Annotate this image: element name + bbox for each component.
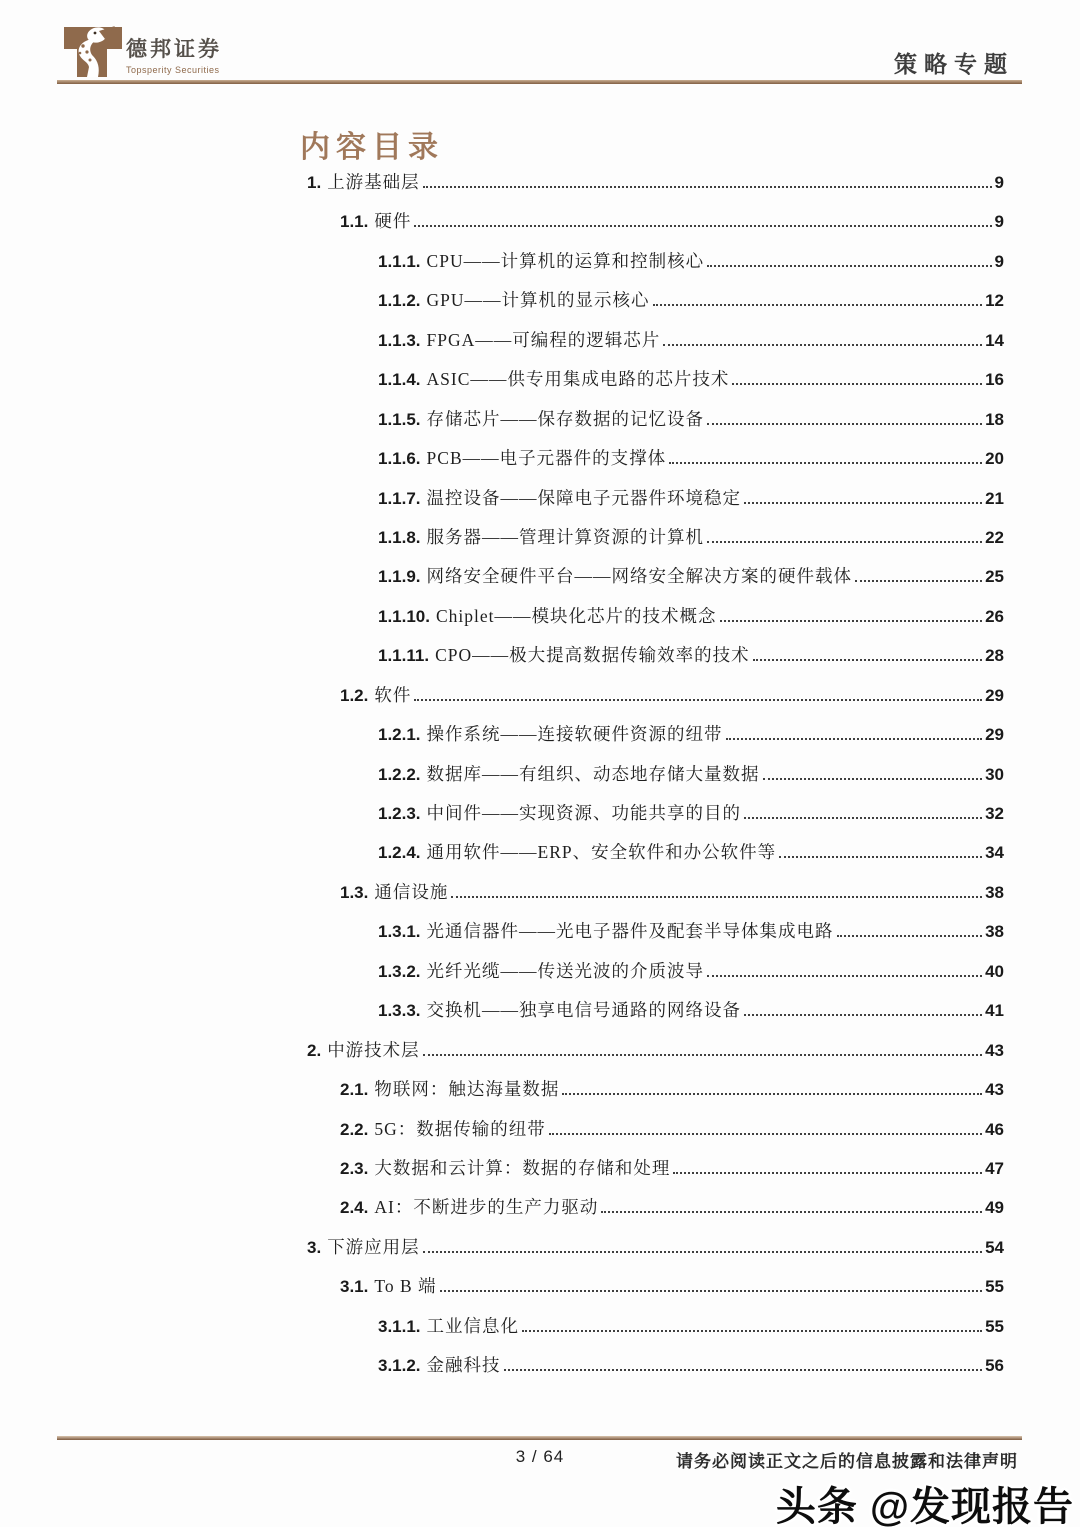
toc-entry-number: 2. bbox=[307, 1040, 322, 1060]
toc-entry-title: GPU——计算机的显示核心 bbox=[426, 290, 650, 311]
toc-leader-dots bbox=[440, 1277, 983, 1292]
toc-entry-page: 25 bbox=[985, 567, 1004, 587]
toc-entry-title: 操作系统——连接软硬件资源的纽带 bbox=[426, 724, 723, 745]
toc-entry-title: 存储芯片——保存数据的记忆设备 bbox=[426, 408, 705, 429]
toc-entry-number: 1.1.9. bbox=[378, 567, 421, 587]
brand-block bbox=[126, 33, 222, 75]
toc-entry-title: 大数据和云计算：数据的存储和处理 bbox=[374, 1157, 671, 1178]
toc-leader-dots bbox=[707, 962, 982, 977]
toc-leader-dots bbox=[763, 764, 983, 779]
toc-entry[interactable] bbox=[307, 563, 1004, 602]
toc-entry-page: 14 bbox=[985, 330, 1004, 350]
toc-leader-dots bbox=[779, 843, 982, 858]
page-indicator: 3 / 64 bbox=[515, 1447, 565, 1466]
toc-entry-page: 47 bbox=[985, 1158, 1004, 1178]
toc-entry-page: 34 bbox=[985, 843, 1004, 863]
toc-entry[interactable] bbox=[307, 248, 1004, 287]
toc-entry-number: 1.1.10. bbox=[378, 606, 430, 626]
toc-entry-number: 1.1.6. bbox=[378, 449, 421, 469]
toc-entry-number: 1.3.1. bbox=[378, 922, 421, 942]
toc-entry[interactable] bbox=[307, 1037, 1004, 1076]
toc-entry-page: 16 bbox=[985, 370, 1004, 390]
toc-entry-title: 通用软件——ERP、安全软件和办公软件等 bbox=[426, 842, 777, 863]
toc-entry-page: 38 bbox=[985, 922, 1004, 942]
toc-entry-title: 中游技术层 bbox=[327, 1039, 420, 1060]
toc-leader-dots bbox=[663, 331, 982, 346]
toc-entry-page: 9 bbox=[994, 173, 1004, 192]
toc-leader-dots bbox=[423, 1238, 982, 1253]
toc-entry-page: 30 bbox=[985, 764, 1004, 784]
toc-leader-dots bbox=[707, 409, 982, 424]
toc-entry-title: CPO——极大提高数据传输效率的技术 bbox=[435, 645, 750, 666]
toc-entry-number: 2.1. bbox=[340, 1080, 369, 1100]
toc-entry-title: 服务器——管理计算资源的计算机 bbox=[426, 526, 705, 547]
toc-entry[interactable] bbox=[307, 1116, 1004, 1155]
toc-entry[interactable] bbox=[307, 642, 1004, 681]
toc-entry-title: 温控设备——保障电子元器件环境稳定 bbox=[426, 487, 742, 508]
toc-leader-dots bbox=[720, 607, 983, 622]
toc-entry-number: 3.1.1. bbox=[378, 1316, 421, 1336]
toc-entry[interactable] bbox=[307, 761, 1004, 800]
toc-entry-number: 1.3.2. bbox=[378, 961, 421, 981]
toc-entry-title: FPGA——可编程的逻辑芯片 bbox=[426, 329, 661, 350]
toc-entry[interactable] bbox=[307, 958, 1004, 997]
topsperity-logo-icon bbox=[62, 24, 124, 85]
toc-leader-dots bbox=[504, 1356, 983, 1371]
toc-entry-title: To B 端 bbox=[374, 1276, 437, 1297]
toc-entry-number: 1.1.4. bbox=[378, 370, 421, 390]
toc-leader-dots bbox=[673, 1159, 982, 1174]
toc-entry-number: 1.2.3. bbox=[378, 804, 421, 823]
toc-entry-title: 上游基础层 bbox=[327, 172, 420, 192]
toc-entry-number: 3.1.2. bbox=[378, 1356, 421, 1376]
toc-entry-number: 3.1. bbox=[340, 1277, 369, 1297]
toc-entry-page: 29 bbox=[985, 685, 1004, 705]
toc-entry-page: 21 bbox=[985, 488, 1004, 508]
toc-entry-number: 1.2.1. bbox=[378, 725, 421, 745]
toc-entry-number: 1.1.3. bbox=[378, 330, 421, 350]
toc-leader-dots bbox=[601, 1198, 982, 1213]
toc-entry-title: 5G：数据传输的纽带 bbox=[374, 1118, 546, 1139]
toc-entry-number: 1.1.5. bbox=[378, 409, 421, 429]
report-type-label: 策略专题 bbox=[894, 52, 1014, 77]
toc-title: 内容目录 bbox=[300, 131, 444, 164]
toc-entry[interactable] bbox=[307, 997, 1004, 1036]
toc-entry-page: 26 bbox=[985, 606, 1004, 626]
toc-entry-title: 光通信器件——光电子器件及配套半导体集成电路 bbox=[426, 921, 834, 942]
toc-entry[interactable] bbox=[307, 1273, 1004, 1312]
toc-entry-number: 1.3.3. bbox=[378, 1001, 421, 1021]
toc-entry-title: 交换机——独享电信号通路的网络设备 bbox=[426, 1000, 742, 1021]
header-rule bbox=[57, 80, 1022, 84]
toc-entry-title: 工业信息化 bbox=[426, 1315, 520, 1336]
toc-entry-number: 1.1.7. bbox=[378, 488, 421, 508]
toc-entry[interactable] bbox=[307, 287, 1004, 326]
toc-entry-number: 1.1.2. bbox=[378, 291, 421, 311]
toc-entry-number: 1.1.1. bbox=[378, 251, 421, 271]
toc-leader-dots bbox=[423, 1040, 982, 1055]
toc-entry-page: 32 bbox=[985, 804, 1004, 823]
toc-entry-number: 1.2. bbox=[340, 685, 369, 705]
toc-entry-number: 1.3. bbox=[340, 882, 369, 902]
toc-entry-title: 网络安全硬件平台——网络安全解决方案的硬件载体 bbox=[426, 566, 853, 587]
toc-entry[interactable] bbox=[307, 603, 1004, 642]
toc-leader-dots bbox=[707, 528, 982, 543]
toc-entry-title: Chiplet——模块化芯片的技术概念 bbox=[436, 605, 717, 626]
toc-entry[interactable] bbox=[307, 682, 1004, 721]
toc-entry[interactable] bbox=[307, 800, 1004, 839]
toc-entry-page: 28 bbox=[985, 646, 1004, 666]
toc-leader-dots bbox=[744, 1001, 982, 1016]
toc-entry[interactable] bbox=[307, 366, 1004, 405]
toc-entry-title: 金融科技 bbox=[426, 1355, 501, 1376]
toc-entry-page: 55 bbox=[985, 1277, 1004, 1297]
toc-entry-page: 9 bbox=[994, 212, 1004, 232]
toc-leader-dots bbox=[837, 922, 983, 937]
toc-entry-title: 通信设施 bbox=[374, 881, 449, 902]
toc-leader-dots bbox=[522, 1317, 982, 1332]
toc-entry[interactable] bbox=[307, 208, 1004, 247]
toc-leader-dots bbox=[707, 252, 991, 267]
toc-leader-dots bbox=[451, 883, 982, 898]
toc-entry[interactable] bbox=[307, 524, 1004, 563]
toc-entry-title: CPU——计算机的运算和控制核心 bbox=[426, 250, 705, 271]
brand-name-en: Topsperity Securities bbox=[126, 65, 220, 75]
toc-leader-dots bbox=[423, 173, 992, 188]
toc-entry-page: 49 bbox=[985, 1198, 1004, 1218]
toc-entry[interactable] bbox=[307, 445, 1004, 484]
toc-entry-page: 20 bbox=[985, 449, 1004, 469]
toc-entry-number: 2.2. bbox=[340, 1119, 369, 1139]
toc-entry-number: 2.4. bbox=[340, 1198, 369, 1218]
toc-entry-page: 40 bbox=[985, 961, 1004, 981]
toc-entry-number: 3. bbox=[307, 1237, 322, 1257]
toc-leader-dots bbox=[549, 1119, 982, 1134]
toc-leader-dots bbox=[753, 646, 982, 661]
toc-leader-dots bbox=[653, 291, 983, 306]
toc-entry-page: 46 bbox=[985, 1119, 1004, 1139]
toc-entry-page: 22 bbox=[985, 527, 1004, 547]
toc-leader-dots bbox=[732, 370, 982, 385]
toc-entry-page: 54 bbox=[985, 1237, 1004, 1257]
toc-leader-dots bbox=[855, 567, 982, 582]
toc-leader-dots bbox=[726, 725, 983, 740]
toc-entry[interactable] bbox=[307, 1234, 1004, 1273]
toc-entry-page: 41 bbox=[985, 1001, 1004, 1021]
toc-entry[interactable] bbox=[307, 1194, 1004, 1233]
toc-entry-page: 18 bbox=[985, 409, 1004, 429]
toc-entry-page: 55 bbox=[985, 1316, 1004, 1336]
toc-entry-page: 38 bbox=[985, 882, 1004, 902]
toc-entry-title: ASIC——供专用集成电路的芯片技术 bbox=[426, 369, 730, 390]
toc-leader-dots bbox=[414, 212, 991, 227]
toc-entry-title: 物联网：触达海量数据 bbox=[374, 1079, 560, 1100]
toc-entry-title: 软件 bbox=[374, 684, 412, 705]
toc-leader-dots bbox=[744, 488, 982, 503]
toc-entry-number: 1.1.8. bbox=[378, 527, 421, 547]
toc-leader-dots bbox=[744, 804, 982, 819]
toc-leader-dots bbox=[669, 449, 982, 464]
toc-entry-number: 2.3. bbox=[340, 1158, 369, 1178]
toc-entry-number: 1.1. bbox=[340, 212, 369, 232]
toc-entry-page: 43 bbox=[985, 1080, 1004, 1100]
toc-entry-page: 29 bbox=[985, 725, 1004, 745]
toc-entry-title: 光纤光缆——传送光波的介质波导 bbox=[426, 960, 705, 981]
toc-entry-number: 1.1.11. bbox=[378, 646, 430, 666]
toc-entry-title: PCB——电子元器件的支撑体 bbox=[426, 448, 667, 469]
toc-leader-dots bbox=[414, 686, 982, 701]
toc-entry[interactable] bbox=[307, 1313, 1004, 1352]
toc-entry-title: 数据库——有组织、动态地存储大量数据 bbox=[426, 763, 760, 784]
toc-entry-title: 硬件 bbox=[374, 211, 412, 232]
toc-list bbox=[307, 169, 1004, 1392]
toc-entry[interactable] bbox=[307, 485, 1004, 524]
toc-entry-page: 12 bbox=[985, 291, 1004, 311]
toc-entry-title: AI：不断进步的生产力驱动 bbox=[374, 1197, 599, 1218]
toc-entry[interactable] bbox=[307, 1076, 1004, 1115]
toc-entry[interactable] bbox=[307, 327, 1004, 366]
toc-entry-page: 9 bbox=[994, 251, 1004, 271]
toc-entry-page: 56 bbox=[985, 1356, 1004, 1376]
toc-leader-dots bbox=[562, 1080, 982, 1095]
toc-entry-number: 1. bbox=[307, 173, 322, 192]
footer-disclaimer: 请务必阅读正文之后的信息披露和法律声明 bbox=[676, 1452, 1018, 1471]
toc-entry-title: 下游应用层 bbox=[327, 1236, 420, 1257]
toc-entry[interactable] bbox=[307, 406, 1004, 445]
toc-entry[interactable] bbox=[307, 1352, 1004, 1391]
toc-entry[interactable] bbox=[307, 169, 1004, 208]
toc-entry[interactable] bbox=[307, 879, 1004, 918]
toc-entry[interactable] bbox=[307, 918, 1004, 957]
toc-entry[interactable] bbox=[307, 1155, 1004, 1194]
watermark-text: 头条 @发现报告 bbox=[775, 1485, 1074, 1527]
toc-entry-page: 43 bbox=[985, 1040, 1004, 1060]
toc-entry[interactable] bbox=[307, 839, 1004, 878]
toc-entry-number: 1.2.2. bbox=[378, 764, 421, 784]
toc-entry[interactable] bbox=[307, 721, 1004, 760]
toc-entry-title: 中间件——实现资源、功能共享的目的 bbox=[426, 803, 742, 823]
brand-name-cn: 德邦证券 bbox=[126, 38, 222, 61]
footer-rule bbox=[57, 1436, 1022, 1440]
toc-entry-number: 1.2.4. bbox=[378, 843, 421, 863]
